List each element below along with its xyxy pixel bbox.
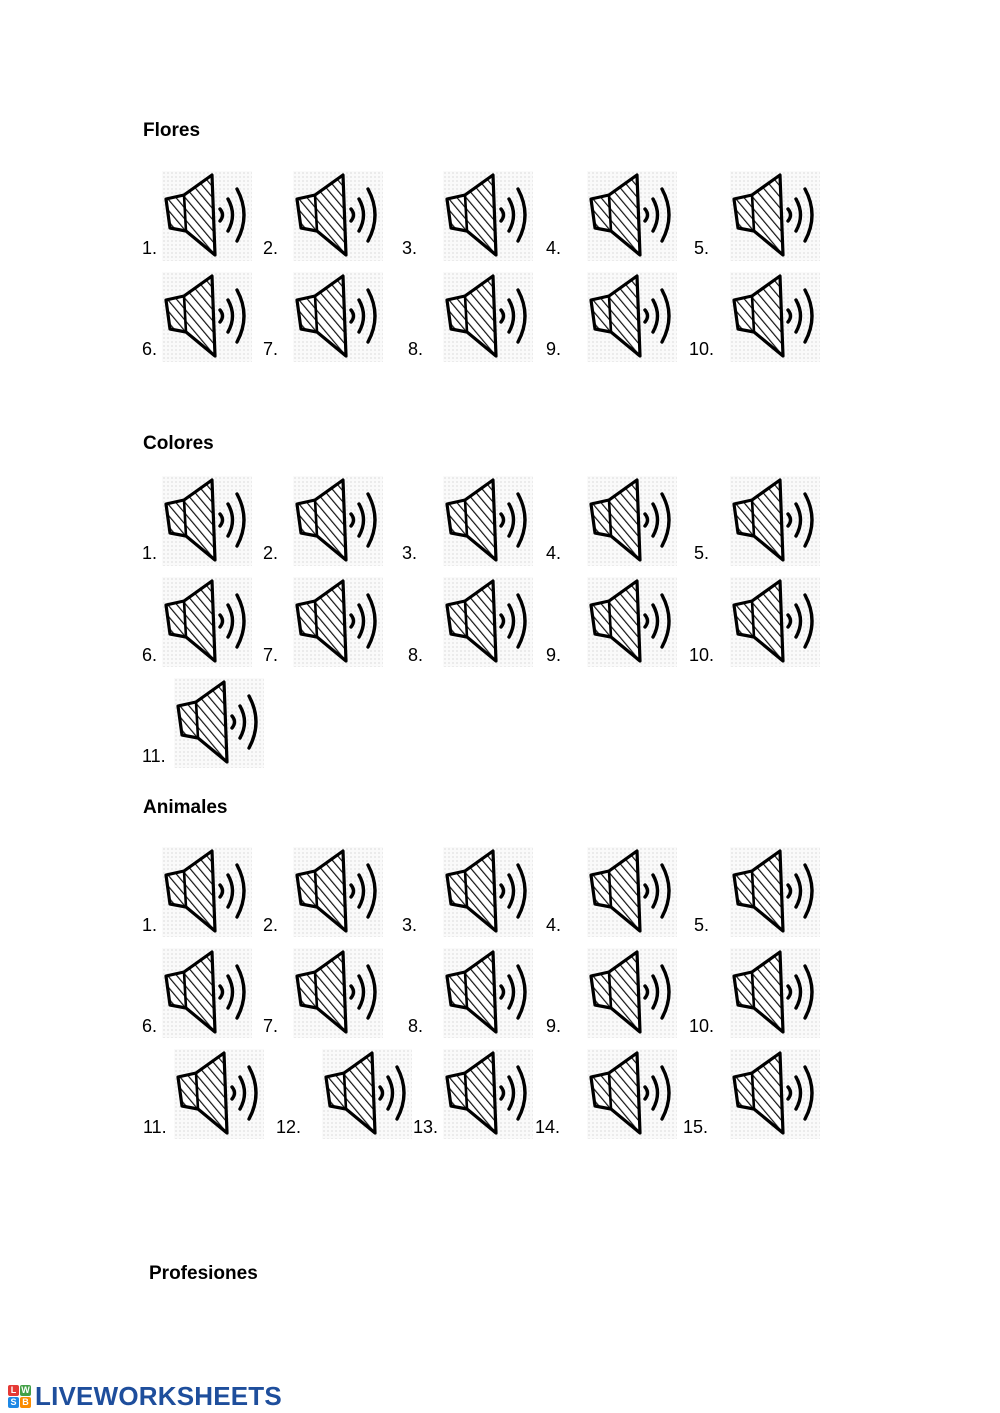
flores-audio-6-speaker-icon[interactable]: [162, 272, 252, 362]
logo-mark: L W S B: [8, 1385, 31, 1408]
animales-audio-9-speaker-icon[interactable]: [587, 948, 677, 1038]
item-number: 2.: [263, 543, 279, 563]
item-number: 5.: [694, 915, 710, 935]
animales-audio-4-speaker-icon[interactable]: [587, 847, 677, 937]
item-number: 8.: [408, 645, 424, 665]
animales-audio-5-speaker-icon[interactable]: [730, 847, 820, 937]
animales-audio-11-speaker-icon[interactable]: [174, 1049, 264, 1139]
section-title-colores: Colores: [143, 433, 214, 454]
item-number: 4.: [546, 915, 562, 935]
logo-text: LIVEWORKSHEETS: [35, 1380, 282, 1411]
colores-audio-5-speaker-icon[interactable]: [730, 476, 820, 566]
colores-audio-9-speaker-icon[interactable]: [587, 577, 677, 667]
flores-audio-7-speaker-icon[interactable]: [293, 272, 383, 362]
item-number: 1.: [142, 238, 158, 258]
item-number: 7.: [263, 645, 279, 665]
item-number: 7.: [263, 1016, 279, 1036]
item-number: 5.: [694, 543, 710, 563]
animales-audio-12-speaker-icon[interactable]: [322, 1049, 412, 1139]
item-number: 1.: [142, 543, 158, 563]
animales-audio-15-speaker-icon[interactable]: [730, 1049, 820, 1139]
item-number: 3.: [402, 915, 418, 935]
item-number: 11.: [142, 746, 166, 766]
animales-audio-6-speaker-icon[interactable]: [162, 948, 252, 1038]
item-number: 10.: [689, 339, 715, 359]
colores-audio-4-speaker-icon[interactable]: [587, 476, 677, 566]
item-number: 6.: [142, 339, 158, 359]
colores-audio-7-speaker-icon[interactable]: [293, 577, 383, 667]
animales-audio-13-speaker-icon[interactable]: [443, 1049, 533, 1139]
item-number: 3.: [402, 543, 418, 563]
item-number: 10.: [689, 645, 715, 665]
animales-audio-14-speaker-icon[interactable]: [587, 1049, 677, 1139]
flores-audio-1-speaker-icon[interactable]: [162, 171, 252, 261]
animales-audio-10-speaker-icon[interactable]: [730, 948, 820, 1038]
colores-audio-2-speaker-icon[interactable]: [293, 476, 383, 566]
animales-audio-2-speaker-icon[interactable]: [293, 847, 383, 937]
animales-audio-3-speaker-icon[interactable]: [443, 847, 533, 937]
colores-audio-3-speaker-icon[interactable]: [443, 476, 533, 566]
item-number: 7.: [263, 339, 279, 359]
section-title-animales: Animales: [143, 797, 228, 818]
item-number: 2.: [263, 915, 279, 935]
colores-audio-11-speaker-icon[interactable]: [174, 678, 264, 768]
flores-audio-5-speaker-icon[interactable]: [730, 171, 820, 261]
item-number: 5.: [694, 238, 710, 258]
animales-audio-7-speaker-icon[interactable]: [293, 948, 383, 1038]
liveworksheets-logo: [8, 1381, 282, 1411]
flores-audio-3-speaker-icon[interactable]: [443, 171, 533, 261]
item-number: 9.: [546, 645, 562, 665]
item-number: 10.: [689, 1016, 715, 1036]
item-number: 1.: [142, 915, 158, 935]
flores-audio-9-speaker-icon[interactable]: [587, 272, 677, 362]
item-number: 9.: [546, 1016, 562, 1036]
colores-audio-10-speaker-icon[interactable]: [730, 577, 820, 667]
section-title-flores: Flores: [143, 120, 201, 141]
item-number: 15.: [683, 1117, 709, 1137]
item-number: 12.: [276, 1117, 302, 1137]
animales-audio-8-speaker-icon[interactable]: [443, 948, 533, 1038]
item-number: 4.: [546, 238, 562, 258]
item-number: 14.: [535, 1117, 561, 1137]
flores-audio-4-speaker-icon[interactable]: [587, 171, 677, 261]
item-number: 9.: [546, 339, 562, 359]
item-number: 8.: [408, 339, 424, 359]
section-title-profesiones: Profesiones: [149, 1263, 258, 1284]
colores-audio-1-speaker-icon[interactable]: [162, 476, 252, 566]
item-number: 2.: [263, 238, 279, 258]
item-number: 8.: [408, 1016, 424, 1036]
flores-audio-10-speaker-icon[interactable]: [730, 272, 820, 362]
animales-audio-1-speaker-icon[interactable]: [162, 847, 252, 937]
colores-audio-8-speaker-icon[interactable]: [443, 577, 533, 667]
flores-audio-2-speaker-icon[interactable]: [293, 171, 383, 261]
item-number: 3.: [402, 238, 418, 258]
item-number: 4.: [546, 543, 562, 563]
item-number: 6.: [142, 645, 158, 665]
item-number: 6.: [142, 1016, 158, 1036]
item-number: 13.: [413, 1117, 439, 1137]
item-number: 11.: [143, 1117, 167, 1137]
flores-audio-8-speaker-icon[interactable]: [443, 272, 533, 362]
colores-audio-6-speaker-icon[interactable]: [162, 577, 252, 667]
